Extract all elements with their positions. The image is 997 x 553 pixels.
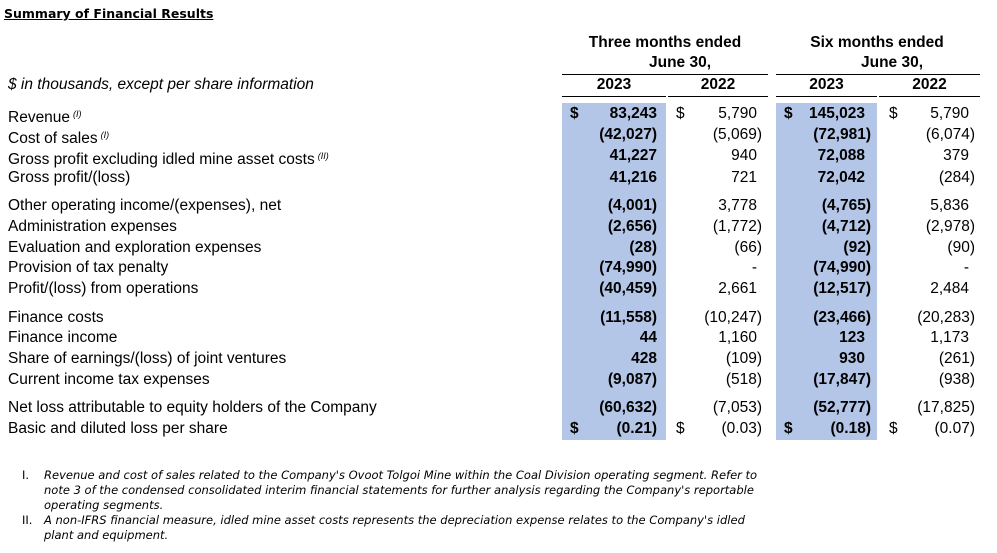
cell-h2022: (90): [947, 239, 975, 256]
cell-q2022: (518): [725, 371, 762, 388]
row-label-loss-per-share: Basic and diluted loss per share: [8, 420, 228, 437]
cell-q2022: (0.03): [721, 420, 762, 437]
cell-q2022: 1,160: [718, 329, 757, 346]
currency-symbol: $: [570, 105, 579, 122]
cell-q2023: (40,459): [599, 280, 657, 297]
cell-q2023: 44: [639, 329, 657, 346]
year-rule-q2023: [562, 96, 666, 97]
cell-q2023: (0.21): [616, 420, 657, 437]
year-h2022: 2022: [912, 76, 947, 93]
row-label-gross-profit-excl: Gross profit excluding idled mine asset costs $^{(II)}$: [8, 151, 329, 168]
cell-h2023: 930: [839, 350, 865, 367]
currency-symbol: $: [676, 420, 685, 437]
cell-q2022: (7,053): [712, 399, 762, 416]
year-h2023: 2023: [809, 76, 844, 93]
cell-q2023: 41,227: [609, 147, 657, 164]
header-three-months: [560, 33, 770, 73]
cell-q2023: 428: [631, 350, 657, 367]
cell-h2023: (4,712): [821, 218, 871, 235]
currency-symbol: $: [570, 420, 579, 437]
cell-q2023: (11,558): [600, 309, 657, 326]
year-q2023: 2023: [596, 76, 632, 93]
row-label-income-tax: Current income tax expenses: [8, 371, 210, 388]
header-six-months: [774, 33, 980, 73]
cell-h2022: (6,074): [925, 126, 975, 143]
footnote-1: [22, 468, 762, 513]
cell-h2023: (92): [843, 239, 871, 256]
cell-h2023: (17,847): [813, 371, 871, 388]
footnote-ref: (I): [100, 130, 110, 140]
cell-h2022: 1,173: [930, 329, 969, 346]
row-label-cost-of-sales: Cost of sales $^{(I)}$: [8, 130, 110, 147]
header-three-months-line1: Three months ended: [588, 34, 742, 51]
row-label-operations: Profit/(loss) from operations: [8, 280, 199, 297]
row-label-gross-profit: Gross profit/(loss): [8, 169, 131, 186]
cell-h2023: 145,023: [808, 105, 865, 122]
currency-symbol: $: [784, 105, 793, 122]
cell-h2022: 2,484: [930, 280, 969, 297]
currency-symbol: $: [889, 420, 898, 437]
cell-q2023: (28): [629, 239, 657, 256]
header-three-months-line2: June 30,: [648, 54, 712, 71]
cell-q2022: 2,661: [718, 280, 757, 297]
cell-h2023: 72,042: [817, 169, 865, 186]
header-six-months-line2: June 30,: [860, 54, 924, 71]
currency-symbol: $: [889, 105, 898, 122]
cell-h2023: 72,088: [817, 147, 865, 164]
cell-h2023: (12,517): [813, 280, 871, 297]
row-label-finance-income: Finance income: [8, 329, 118, 346]
cell-h2022: (261): [938, 350, 975, 367]
cell-q2022: (1,772): [712, 218, 762, 235]
footnote-number: I.: [22, 468, 30, 482]
row-label-revenue: Revenue $^{(I)}$: [8, 109, 82, 126]
cell-q2023: 83,243: [609, 105, 657, 122]
footnote-ref: (I): [73, 109, 82, 119]
footnotes: [22, 468, 762, 543]
cell-q2022: -: [751, 259, 757, 276]
cell-q2023: (2,656): [607, 218, 657, 235]
row-label-finance-costs: Finance costs: [8, 309, 104, 326]
year-rule-h2022: [879, 96, 980, 97]
cell-h2022: 379: [943, 147, 969, 164]
cell-q2023: (9,087): [607, 371, 657, 388]
cell-q2022: 940: [731, 147, 757, 164]
cell-q2023: (74,990): [599, 259, 657, 276]
cell-h2022: (17,825): [917, 399, 975, 416]
row-label-evaluation: Evaluation and exploration expenses: [8, 239, 262, 256]
row-label-other-operating: Other operating income/(expenses), net: [8, 197, 282, 214]
footnote-number: II.: [22, 513, 33, 527]
cell-h2022: (284): [938, 169, 975, 186]
cell-q2022: (5,069): [712, 126, 762, 143]
cell-h2023: (0.18): [830, 420, 871, 437]
cell-h2023: (52,777): [813, 399, 871, 416]
cell-q2022: 721: [731, 169, 757, 186]
cell-q2022: (66): [734, 239, 762, 256]
row-label-tax-penalty: Provision of tax penalty: [8, 259, 169, 276]
cell-h2023: 123: [839, 329, 865, 346]
row-label-joint-ventures: Share of earnings/(loss) of joint ventures: [8, 350, 287, 367]
cell-h2023: (74,990): [813, 259, 871, 276]
currency-symbol: $: [676, 105, 685, 122]
footnote-text: Revenue and cost of sales related to the Company's Ovoot Tolgoi Mine within the Coal Division operating segment. Refer to note 3 of the condensed consolidated interim financial statements for further analysis regarding the Company's reportable operating segments.: [44, 468, 758, 512]
cell-h2023: (23,466): [813, 309, 871, 326]
row-label-net-loss: Net loss attributable to equity holders of the Company: [8, 399, 377, 416]
year-rule-q2022: [668, 96, 768, 97]
footnote-text: A non-IFRS financial measure, idled mine asset costs represents the depreciation expense relates to the Company's idled plant and equipment.: [44, 513, 745, 542]
cell-h2022: (2,978): [925, 218, 975, 235]
currency-symbol: $: [784, 420, 793, 437]
cell-h2022: (938): [938, 371, 975, 388]
cell-h2022: 5,790: [930, 105, 969, 122]
cell-q2023: 41,216: [609, 169, 657, 186]
cell-h2022: (0.07): [934, 420, 975, 437]
cell-h2023: (72,981): [813, 126, 871, 143]
cell-q2023: (60,632): [599, 399, 657, 416]
cell-h2022: (20,283): [917, 309, 975, 326]
row-label-administration: Administration expenses: [8, 218, 177, 235]
year-rule-h2023: [776, 96, 877, 97]
footnote-2: [22, 513, 762, 543]
header-six-months-line1: Six months ended: [810, 34, 944, 51]
year-q2022: 2022: [700, 76, 736, 93]
cell-q2022: 3,778: [718, 197, 757, 214]
cell-h2022: 5,836: [930, 197, 969, 214]
table-subtitle: $ in thousands, except per share information: [8, 76, 314, 93]
cell-q2023: (4,001): [607, 197, 657, 214]
cell-q2023: (42,027): [599, 126, 657, 143]
cell-q2022: (10,247): [704, 309, 762, 326]
cell-q2022: 5,790: [718, 105, 757, 122]
footnote-ref: (II): [317, 151, 329, 161]
page-title: Summary of Financial Results: [4, 6, 214, 21]
cell-h2023: (4,765): [821, 197, 871, 214]
cell-q2022: (109): [725, 350, 762, 367]
cell-h2022: -: [963, 259, 969, 276]
